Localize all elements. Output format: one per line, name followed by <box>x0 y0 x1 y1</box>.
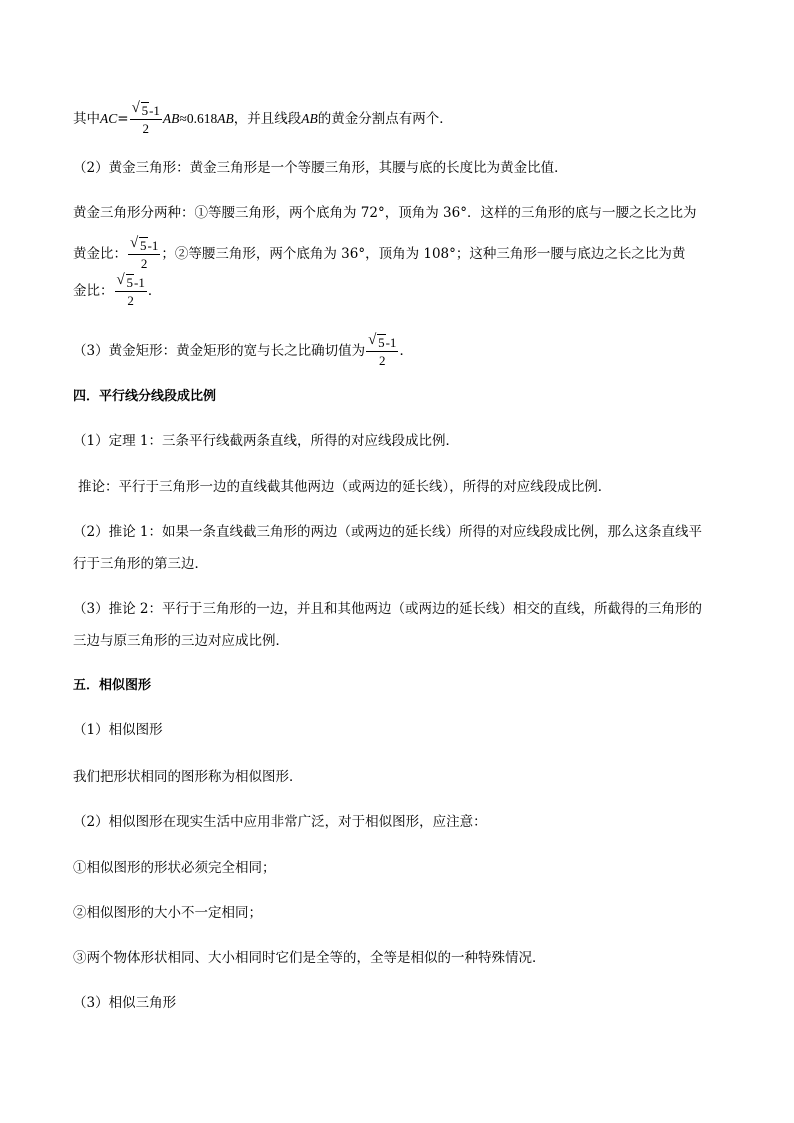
approx-value: ≈0.618 <box>179 111 218 126</box>
var-ab: AB <box>217 111 234 126</box>
var-ac: AC <box>100 111 118 126</box>
var-ab: AB <box>301 111 318 126</box>
golden-triangle-line: （2）黄金三角形：黄金三角形是一个等腰三角形，其腰与底的长度比为黄金比值． <box>73 160 568 176</box>
golden-ratio-line-4: 黄金比： √ 5-1 2 ；②等腰三角形，两个底角为 36°，顶角为 108°；这种三角形一腰与底边之长之比为黄 <box>73 235 686 271</box>
golden-fraction: √ 5-1 2 <box>131 100 160 136</box>
text: ，并且线段 <box>233 111 302 127</box>
note-item-3: ③两个物体形状相同、大小相同时它们是全等的，全等是相似的一种特殊情况． <box>73 950 546 966</box>
equals: = <box>117 111 129 127</box>
text: 的黄金分割点有两个． <box>317 111 453 127</box>
golden-fraction: √ 5-1 2 <box>368 332 397 368</box>
corollary-2-line-2: 三边与原三角形的三边对应成比例． <box>73 633 289 649</box>
golden-fraction: √ 5-1 2 <box>116 272 145 308</box>
golden-ratio-definition-line <box>73 100 453 136</box>
note-item-2: ②相似图形的大小不一定相同； <box>73 905 262 921</box>
corollary-line: 推论：平行于三角形一边的直线截其他两边（或两边的延长线），所得的对应线段成比例． <box>78 479 612 495</box>
section-heading-4: 四．平行线分线段成比例 <box>73 389 217 404</box>
golden-triangle-types-line: 黄金三角形分两种：①等腰三角形，两个底角为 72°，顶角为 36°．这样的三角形的底与一腰之长之比为 <box>73 205 697 221</box>
note-item-1: ①相似图形的形状必须完全相同； <box>73 860 276 876</box>
golden-rectangle-line: （3）黄金矩形：黄金矩形的宽与长之比确切值为 √ 5-1 2 ． <box>73 332 413 368</box>
golden-fraction: √ 5-1 2 <box>130 235 159 271</box>
similar-triangles-title: （3）相似三角形 <box>73 995 177 1011</box>
theorem-1-line: （1）定理 1：三条平行线截两条直线，所得的对应线段成比例． <box>73 433 459 449</box>
var-ab: AB <box>162 111 180 126</box>
similar-figures-definition: 我们把形状相同的图形称为相似图形． <box>73 769 303 785</box>
corollary-2-line: （3）推论 2：平行于三角形的一边，并且和其他两边（或两边的延长线）相交的直线，所截得的三角形的 <box>73 601 702 617</box>
similar-figures-title: （1）相似图形 <box>73 722 163 738</box>
corollary-1-line: （2）推论 1：如果一条直线截三角形的两边（或两边的延长线）所得的对应线段成比例，那么这条直线平 <box>73 524 702 540</box>
golden-ratio-line-5: 金比： √ 5-1 2 ． <box>73 272 162 308</box>
section-heading-5: 五．相似图形 <box>73 678 152 693</box>
text: 其中 <box>73 111 100 127</box>
corollary-1-line-2: 行于三角形的第三边． <box>73 556 208 572</box>
similar-figures-note: （2）相似图形在现实生活中应用非常广泛，对于相似图形，应注意： <box>73 814 487 830</box>
